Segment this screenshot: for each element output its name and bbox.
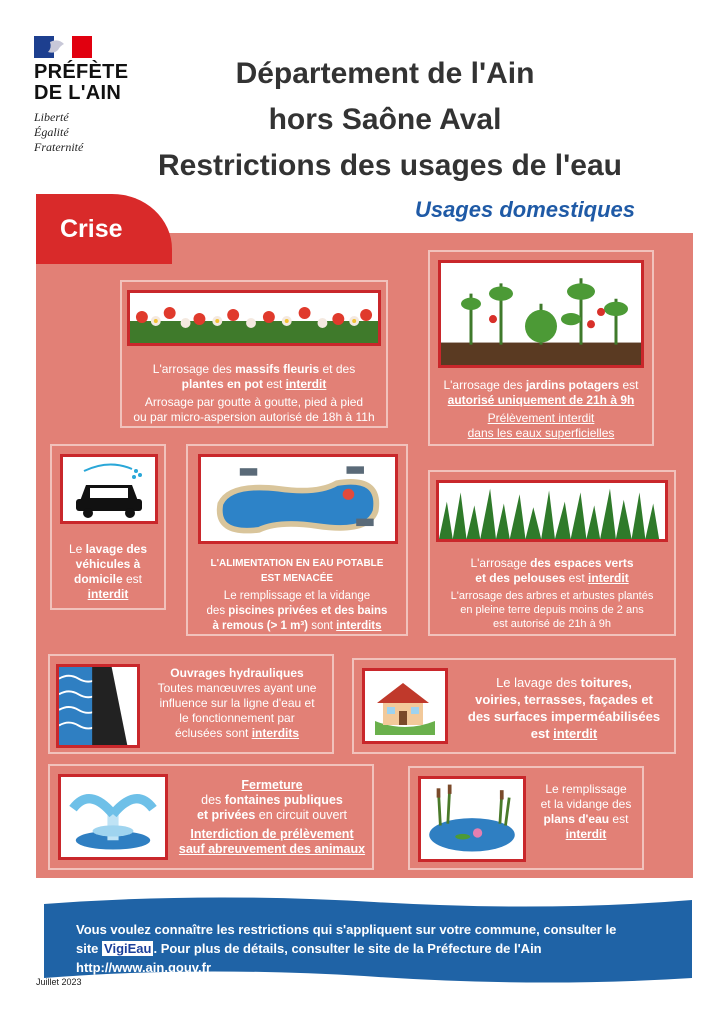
- plans-text-1: Le remplissage: [545, 782, 627, 796]
- ouvrages-text-4: le fonctionnement par: [179, 711, 295, 725]
- potagers-text-1b: jardins potagers: [525, 378, 620, 392]
- piscines-text-4a: des: [206, 605, 229, 617]
- card-fontaines-text: [172, 778, 372, 857]
- espaces-text-4: en pleine terre depuis moins de 2 ans: [460, 604, 644, 616]
- card-espaces-verts: [428, 470, 676, 636]
- card-potagers-text: [430, 378, 652, 441]
- piscines-text-2: EST MENACÉE: [260, 573, 334, 584]
- title-line-3: Restrictions des usages de l'eau: [158, 149, 622, 182]
- card-toitures-text: [454, 674, 674, 742]
- fontaines-text-2b: fontaines publiques: [224, 793, 343, 807]
- toitures-text-3: des surfaces imperméabilisées: [467, 709, 661, 724]
- card-massifs-fleuris: [120, 280, 388, 428]
- vehicules-text-1a: Le: [68, 542, 86, 556]
- card-fontaines: [48, 764, 374, 870]
- massifs-text-2c: interdit: [285, 377, 327, 391]
- car-wash-icon: [60, 454, 158, 524]
- prefecture-line-1: PRÉFÈTE: [34, 61, 129, 83]
- ouvrages-text-5a: éclusées sont: [174, 726, 252, 740]
- toitures-text-4b: interdit: [553, 726, 598, 741]
- banner-line-2b: . Pour plus de détails, consulter le site de la Préfecture de l'Ain: [153, 941, 542, 956]
- card-jardins-potagers: [428, 250, 654, 446]
- fontaines-text-5: sauf abreuvement des animaux: [178, 842, 366, 856]
- info-banner-text: [76, 920, 676, 977]
- fontaines-text-1: Fermeture: [241, 778, 303, 792]
- ouvrages-text-2: Toutes manœuvres ayant une: [157, 681, 317, 695]
- ouvrages-text-1: Ouvrages hydrauliques: [170, 666, 304, 680]
- card-ouvrages-text: [142, 666, 332, 741]
- vehicules-text-4: interdit: [87, 587, 129, 601]
- card-toitures: [352, 658, 676, 754]
- title-line-2: hors Saône Aval: [268, 103, 502, 136]
- plans-text-3a: plans d'eau: [543, 812, 610, 826]
- card-plans-text: [530, 782, 642, 842]
- plans-text-3b: est: [609, 812, 629, 826]
- piscines-text-3: Le remplissage et la vidange: [223, 590, 371, 602]
- card-vehicules-text: [52, 542, 164, 602]
- ouvrages-text-3: influence sur la ligne d'eau et: [159, 696, 315, 710]
- massifs-text-1b: massifs fleuris: [235, 362, 320, 376]
- prefecture-url-link[interactable]: http://www.ain.gouv.fr: [76, 960, 212, 975]
- espaces-text-5: est autorisé de 21h à 9h: [492, 618, 612, 630]
- espaces-text-3: L'arrosage des arbres et arbustes plantés: [450, 590, 654, 602]
- vigieau-link[interactable]: VigiEau: [104, 941, 152, 956]
- fontaines-text-4: Interdiction de prélèvement: [190, 827, 354, 841]
- dam-icon: [56, 664, 140, 748]
- prefecture-line-2: DE L'AIN: [34, 82, 122, 104]
- vehicules-text-3a: domicile: [73, 572, 123, 586]
- massifs-text-3: Arrosage par goutte à goutte, pied à pied: [144, 395, 364, 409]
- espaces-text-2c: interdit: [588, 571, 629, 585]
- massifs-text-2a: plantes en pot: [181, 377, 263, 391]
- card-piscines-text: [188, 556, 406, 634]
- potagers-text-1c: est: [619, 378, 639, 392]
- toitures-text-1a: Le lavage des: [496, 675, 581, 690]
- ouvrages-text-5b: interdits: [251, 726, 300, 740]
- massifs-text-1a: L'arrosage des: [152, 362, 236, 376]
- motto-egalite: Égalité: [34, 125, 69, 139]
- vehicules-text-2: véhicules à: [75, 557, 141, 571]
- potagers-text-1a: L'arrosage des: [443, 378, 526, 392]
- fontaines-text-3a: et privées: [196, 808, 256, 822]
- page-subtitle: Usages domestiques: [414, 197, 636, 222]
- piscines-text-1: L'ALIMENTATION EN EAU POTABLE: [210, 558, 384, 569]
- massifs-text-2b: est: [262, 377, 286, 391]
- potagers-text-2: autorisé uniquement de 21h à 9h: [447, 393, 635, 407]
- espaces-text-2b: est: [565, 571, 589, 585]
- card-lavage-vehicules: [50, 444, 166, 610]
- potagers-text-3: Prélèvement interdit: [487, 411, 595, 425]
- vehicules-text-3b: est: [122, 572, 143, 586]
- motto-liberte: Liberté: [34, 110, 69, 124]
- pond-icon: [418, 776, 526, 862]
- banner-line-1: Vous voulez connaître les restrictions qui s'appliquent sur votre commune, consulter le: [76, 922, 617, 937]
- card-ouvrages-hydrauliques: [48, 654, 334, 754]
- vehicules-text-1b: lavage des: [85, 542, 148, 556]
- title-line-1: Département de l'Ain: [235, 57, 535, 90]
- massifs-text-4: ou par micro-aspersion autorisé de 18h à 11h: [133, 410, 375, 424]
- toitures-text-4a: est: [530, 726, 554, 741]
- toitures-text-2: voiries, terrasses, façades et: [475, 692, 653, 707]
- card-espaces-text: [430, 556, 674, 631]
- piscines-text-5b: sont: [308, 620, 337, 632]
- level-badge: Crise: [36, 194, 172, 264]
- prefecture-name: [34, 62, 128, 104]
- marianne-logo-icon: [34, 36, 92, 58]
- publication-date: Juillet 2023: [36, 977, 82, 987]
- house-icon: [362, 668, 448, 744]
- flowers-icon: [127, 290, 381, 346]
- espaces-text-2a: et des pelouses: [475, 571, 566, 585]
- republic-motto: [34, 110, 83, 155]
- piscines-text-5c: interdits: [336, 620, 382, 632]
- potagers-text-4: dans les eaux superficielles: [467, 426, 615, 440]
- grass-icon: [436, 480, 668, 542]
- motto-fraternite: Fraternité: [34, 140, 84, 154]
- fontaines-text-2a: des: [201, 793, 225, 807]
- card-piscines: [186, 444, 408, 636]
- piscines-text-5a: à remous (> 1 m³): [212, 620, 309, 632]
- espaces-text-1b: des espaces verts: [530, 556, 634, 570]
- card-plans-deau: [408, 766, 644, 870]
- toitures-text-1b: toitures,: [580, 675, 632, 690]
- fontaines-text-3b: en circuit ouvert: [255, 808, 348, 822]
- plans-text-2: et la vidange des: [540, 797, 632, 811]
- espaces-text-1a: L'arrosage: [470, 556, 531, 570]
- piscines-text-4b: piscines privées et des bains: [228, 605, 388, 617]
- fountain-icon: [58, 774, 168, 860]
- swimming-pool-icon: [198, 454, 398, 544]
- massifs-text-1c: et des: [319, 362, 356, 376]
- card-massifs-text: [122, 362, 386, 425]
- vegetable-garden-icon: [438, 260, 644, 368]
- banner-line-2a: site: [76, 941, 103, 956]
- plans-text-4: interdit: [565, 827, 607, 841]
